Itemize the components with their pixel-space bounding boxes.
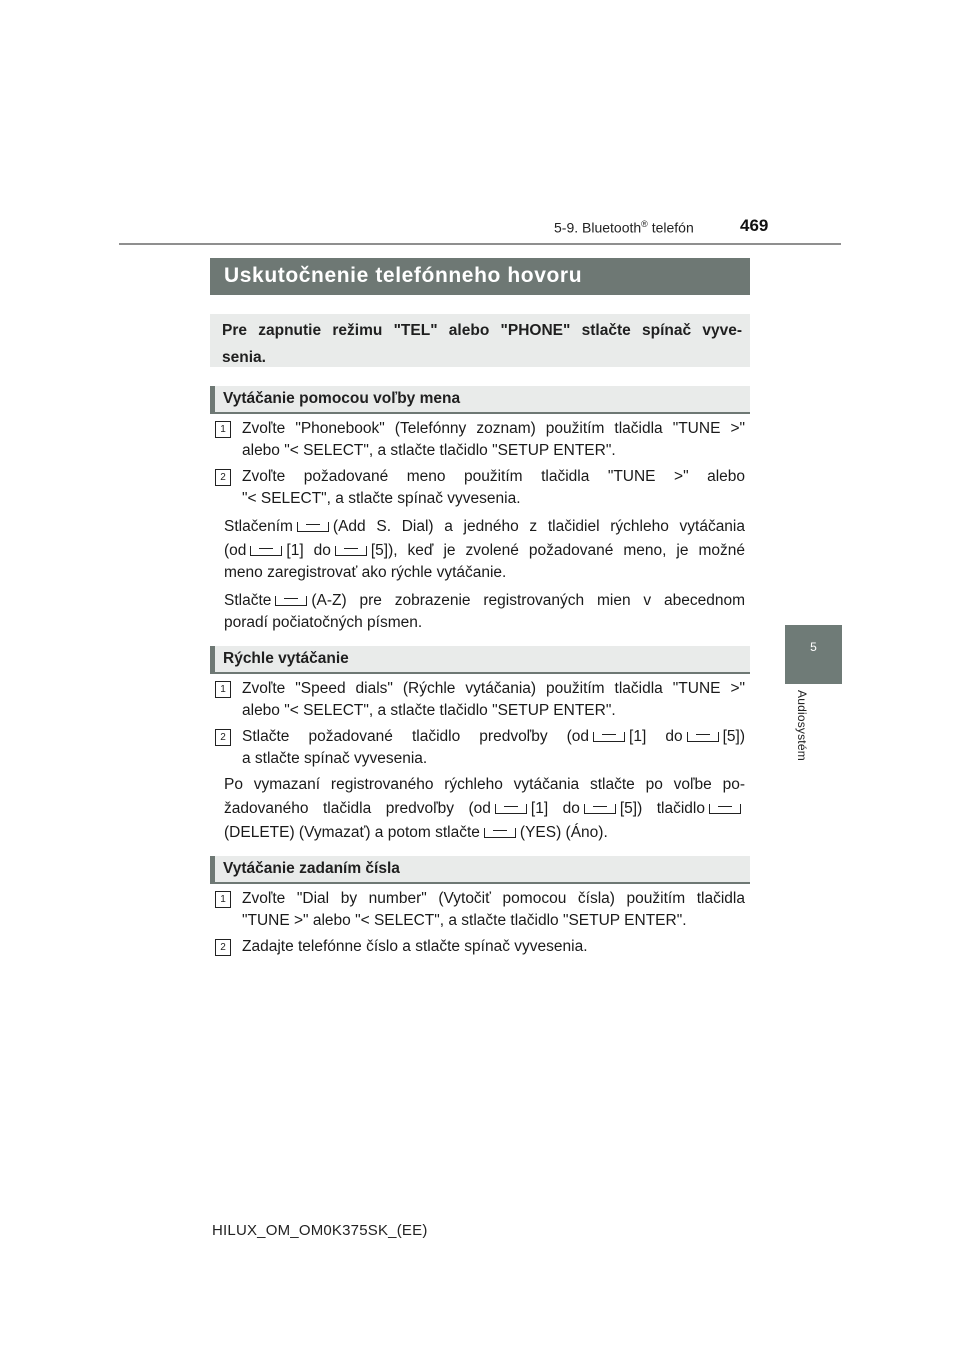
subheading-speed-dial [210,646,750,674]
step-line: Zvoľte "Speed dials" (Rýchle vytáčania) použitím tlačidla "TUNE >" [242,680,745,697]
soft-button-icon [335,546,367,556]
step-line: "TUNE >" alebo "< SELECT", a stlačte tlačidlo "SETUP ENTER". [242,912,687,929]
step-fragment: [5]) [722,728,745,745]
subheading-accent [210,386,215,414]
note-fragment: (DELETE) (Vymazať) a potom stlačte [224,824,480,841]
note-line: poradí počiatočných písmen. [224,614,423,631]
step-number: 2 [215,939,231,956]
step-number: 1 [215,681,231,698]
soft-button-icon [297,522,329,532]
note-fragment: [5]) tlačidlo [619,800,705,817]
section-title-bar [210,258,750,295]
subheading-text: Rýchle vytáčanie [223,650,349,667]
step-number: 2 [215,469,231,486]
chapter-tab-label: Audiosystém [795,690,809,761]
subheading-text: Vytáčanie zadaním čísla [223,860,400,877]
note-line: meno zaregistrovať ako rýchle vytáčanie. [224,564,507,581]
header-section-prefix: 5-9. Bluetooth [554,219,642,236]
note-add-speed-dial [224,516,745,584]
chapter-tab-number: 5 [810,640,817,654]
running-header-section [554,219,694,236]
step-text [242,678,745,722]
note-fragment: Stlačte [224,592,272,609]
note-line: Po vymazaní registrovaného rýchleho vytáčania stlačte po voľbe po- [224,776,745,793]
subheading-dial-by-name [210,386,750,414]
note-fragment: žadovaného tlačidla predvoľby (od [224,800,491,817]
note-fragment: (Add S. Dial) a jedného z tlačidiel rýchleho vytáčania [332,518,745,535]
soft-button-icon [584,804,616,814]
step-fragment: [1] do [629,728,683,745]
soft-button-icon [709,804,741,814]
section-title: Uskutočnenie telefónneho hovoru [224,264,583,287]
subheading-text: Vytáčanie pomocou voľby mena [223,390,461,407]
note-line [224,822,745,844]
step-line: "< SELECT", a stlačte spínač vyvesenia. [242,490,521,507]
note-fragment: [5]), keď je zvolené požadované meno, je možné [370,542,745,559]
step-text [242,726,745,770]
intro-text [222,317,742,371]
note-fragment: [1] do [530,800,580,817]
registered-mark: ® [641,219,648,229]
step-line: alebo "< SELECT", a stlačte tlačidlo "SETUP ENTER". [242,442,616,459]
soft-button-icon [687,732,719,742]
step-line: alebo "< SELECT", a stlačte tlačidlo "SETUP ENTER". [242,702,616,719]
note-line [224,590,745,612]
soft-button-icon [275,596,307,606]
step-number: 2 [215,729,231,746]
note-line [224,540,745,562]
header-divider [119,243,841,245]
step-line: Zvoľte požadované meno použitím tlačidla "TUNE >" alebo [242,468,745,485]
step-line: a stlačte spínač vyvesenia. [242,750,428,767]
soft-button-icon [484,828,516,838]
step-number: 1 [215,421,231,438]
step-text [242,466,745,510]
soft-button-icon [250,546,282,556]
note-fragment: (YES) (Áno). [519,824,608,841]
step-number: 1 [215,891,231,908]
chapter-tab [785,625,842,684]
note-delete-speed-dial [224,774,745,844]
step-line: Zadajte telefónne číslo a stlačte spínač vyvesenia. [242,938,588,955]
note-a-z [224,590,745,634]
soft-button-icon [593,732,625,742]
step-line: Zvoľte "Phonebook" (Telefónny zoznam) použitím tlačidla "TUNE >" [242,420,745,437]
step-line: Zvoľte "Dial by number" (Vytočiť pomocou čísla) použitím tlačidla [242,890,745,907]
intro-line: senia. [222,349,266,366]
step-line [242,726,745,748]
note-fragment: (od [224,542,247,559]
subheading-accent [210,646,215,674]
note-fragment: [1] do [286,542,331,559]
note-line [224,516,745,538]
document-footer: HILUX_OM_OM0K375SK_(EE) [212,1222,428,1239]
header-section-suffix: telefón [647,219,694,236]
page-number: 469 [740,216,769,235]
intro-line: Pre zapnutie režimu "TEL" alebo "PHONE" stlačte spínač vyve- [222,322,742,339]
step-text [242,418,745,462]
note-line [224,798,745,820]
note-fragment: (A-Z) pre zobrazenie registrovaných mien v abecednom [311,592,745,609]
soft-button-icon [495,804,527,814]
step-text [242,936,745,958]
subheading-dial-by-number [210,856,750,884]
note-fragment: Stlačením [224,518,293,535]
subheading-accent [210,856,215,884]
step-text [242,888,745,932]
step-fragment: Stlačte požadované tlačidlo predvoľby (od [242,728,590,745]
intro-box [210,314,750,367]
